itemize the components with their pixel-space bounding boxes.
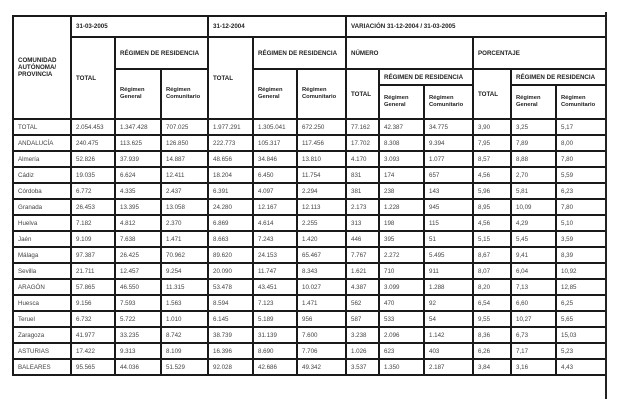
comunitario-2005-cell: 2.370 bbox=[161, 215, 208, 231]
total-2005-cell: 6.772 bbox=[71, 183, 115, 199]
number-comunitario-cell: 1.077 bbox=[424, 151, 473, 167]
general-2005-cell: 13.395 bbox=[115, 199, 161, 215]
table-row bbox=[13, 279, 606, 295]
general-2004-cell: 5.189 bbox=[253, 311, 297, 327]
percentage-general-cell: 9,41 bbox=[511, 247, 556, 263]
number-general-cell: 174 bbox=[379, 167, 424, 183]
number-general-cell: 1.228 bbox=[379, 199, 424, 215]
number-general-cell: 8.308 bbox=[379, 135, 424, 151]
percentage-general-cell: 10,09 bbox=[511, 199, 556, 215]
number-total-cell: 1.026 bbox=[346, 343, 379, 359]
total-2005-cell: 9.109 bbox=[71, 231, 115, 247]
number-total-cell: 1.621 bbox=[346, 263, 379, 279]
number-general-cell: 395 bbox=[379, 231, 424, 247]
total-2005-cell: 2.054.453 bbox=[71, 119, 115, 135]
percentage-general-cell: 7,89 bbox=[511, 135, 556, 151]
region-name-cell: Teruel bbox=[13, 311, 71, 327]
general-2005-cell: 9.313 bbox=[115, 343, 161, 359]
number-comunitario-cell: 403 bbox=[424, 343, 473, 359]
number-total-cell: 831 bbox=[346, 167, 379, 183]
percentage-comunitario-cell: 7,80 bbox=[556, 151, 606, 167]
number-comunitario-cell: 1.142 bbox=[424, 327, 473, 343]
total-2004-cell: 53.478 bbox=[208, 279, 253, 295]
total-2004-cell: 24.280 bbox=[208, 199, 253, 215]
general-2004-cell: 34.846 bbox=[253, 151, 297, 167]
number-comunitario-cell: 34.775 bbox=[424, 119, 473, 135]
number-comunitario-cell: 92 bbox=[424, 295, 473, 311]
comunitario-2005-cell: 2.437 bbox=[161, 183, 208, 199]
percentage-total-cell: 8,67 bbox=[473, 247, 511, 263]
general-2005-cell: 6.624 bbox=[115, 167, 161, 183]
number-comunitario-cell: 1.288 bbox=[424, 279, 473, 295]
percentage-comunitario-cell: 3,59 bbox=[556, 231, 606, 247]
number-regimen-header: RÉGIMEN DE RESIDENCIA bbox=[379, 69, 473, 85]
number-general-cell: 710 bbox=[379, 263, 424, 279]
region-name-cell: Cádiz bbox=[13, 167, 71, 183]
table-row bbox=[13, 295, 606, 311]
table-row bbox=[13, 151, 606, 167]
comunitario-2004-cell: 7.600 bbox=[297, 327, 346, 343]
total-2004-cell: 222.773 bbox=[208, 135, 253, 151]
general-2005-cell: 5.722 bbox=[115, 311, 161, 327]
region-name-cell: ANDALUCÍA bbox=[13, 135, 71, 151]
number-header: NÚMERO bbox=[346, 37, 473, 69]
region-name-cell: Málaga bbox=[13, 247, 71, 263]
number-total-header: TOTAL bbox=[346, 69, 379, 119]
total-2004-cell: 1.977.291 bbox=[208, 119, 253, 135]
number-general-cell: 470 bbox=[379, 295, 424, 311]
region-name-cell: ASTURIAS bbox=[13, 343, 71, 359]
total-2005-cell: 26.453 bbox=[71, 199, 115, 215]
percentage-comunitario-cell: 7,80 bbox=[556, 199, 606, 215]
number-comunitario-cell: 911 bbox=[424, 263, 473, 279]
number-comunitario-cell: 5.495 bbox=[424, 247, 473, 263]
general-2004-cell: 7.243 bbox=[253, 231, 297, 247]
total-2004-cell: 38.739 bbox=[208, 327, 253, 343]
page-edge-line bbox=[605, 12, 607, 399]
comunitario-2005-header: Régimen Comunitario bbox=[161, 69, 208, 119]
total-2005-cell: 41.977 bbox=[71, 327, 115, 343]
number-comunitario-cell: 945 bbox=[424, 199, 473, 215]
number-general-cell: 1.350 bbox=[379, 359, 424, 375]
comunitario-2005-cell: 51.529 bbox=[161, 359, 208, 375]
general-2004-cell: 4.097 bbox=[253, 183, 297, 199]
percentage-general-cell: 5,45 bbox=[511, 231, 556, 247]
general-2005-header: Régimen General bbox=[115, 69, 161, 119]
percentage-comunitario-cell: 5,65 bbox=[556, 311, 606, 327]
table-row bbox=[13, 183, 606, 199]
table-row bbox=[13, 327, 606, 343]
percentage-total-cell: 3,90 bbox=[473, 119, 511, 135]
comunitario-2004-cell: 2.255 bbox=[297, 215, 346, 231]
table-body bbox=[13, 119, 606, 375]
number-total-cell: 3.537 bbox=[346, 359, 379, 375]
total-2004-cell: 20.090 bbox=[208, 263, 253, 279]
general-2005-cell: 37.939 bbox=[115, 151, 161, 167]
number-total-cell: 2.173 bbox=[346, 199, 379, 215]
region-name-cell: Huelva bbox=[13, 215, 71, 231]
general-2004-cell: 31.139 bbox=[253, 327, 297, 343]
general-2004-cell: 6.450 bbox=[253, 167, 297, 183]
number-comunitario-cell: 2.187 bbox=[424, 359, 473, 375]
comunitario-2004-cell: 8.343 bbox=[297, 263, 346, 279]
general-2005-cell: 4.335 bbox=[115, 183, 161, 199]
number-comunitario-header: Régimen Comunitario bbox=[424, 85, 473, 119]
number-comunitario-cell: 657 bbox=[424, 167, 473, 183]
comunitario-2004-cell: 7.706 bbox=[297, 343, 346, 359]
total-2005-cell: 9.156 bbox=[71, 295, 115, 311]
total-2005-cell: 97.387 bbox=[71, 247, 115, 263]
percentage-total-cell: 8,07 bbox=[473, 263, 511, 279]
general-2004-cell: 11.747 bbox=[253, 263, 297, 279]
number-total-cell: 313 bbox=[346, 215, 379, 231]
general-2004-cell: 12.167 bbox=[253, 199, 297, 215]
comunitario-2005-cell: 1.471 bbox=[161, 231, 208, 247]
total-2004-cell: 8.663 bbox=[208, 231, 253, 247]
comunitario-2005-cell: 8.109 bbox=[161, 343, 208, 359]
number-general-cell: 3.099 bbox=[379, 279, 424, 295]
table-row bbox=[13, 119, 606, 135]
number-comunitario-cell: 9.394 bbox=[424, 135, 473, 151]
general-2005-cell: 4.812 bbox=[115, 215, 161, 231]
total-2004-cell: 6.145 bbox=[208, 311, 253, 327]
regimen-2005-header: RÉGIMEN DE RESIDENCIA bbox=[115, 37, 208, 69]
number-comunitario-cell: 143 bbox=[424, 183, 473, 199]
number-total-cell: 446 bbox=[346, 231, 379, 247]
general-2005-cell: 26.425 bbox=[115, 247, 161, 263]
total-2005-cell: 6.732 bbox=[71, 311, 115, 327]
table-row bbox=[13, 231, 606, 247]
table-row bbox=[13, 247, 606, 263]
comunitario-2004-cell: 12.113 bbox=[297, 199, 346, 215]
general-2004-header: Régimen General bbox=[253, 69, 297, 119]
percentage-total-cell: 8,95 bbox=[473, 199, 511, 215]
comunitario-2005-cell: 1.563 bbox=[161, 295, 208, 311]
total-2005-header: TOTAL bbox=[71, 37, 115, 119]
percentage-total-cell: 4,56 bbox=[473, 215, 511, 231]
total-2005-cell: 52.826 bbox=[71, 151, 115, 167]
general-2004-cell: 105.317 bbox=[253, 135, 297, 151]
total-2004-cell: 16.396 bbox=[208, 343, 253, 359]
total-2005-cell: 240.475 bbox=[71, 135, 115, 151]
percentage-comunitario-cell: 4,43 bbox=[556, 359, 606, 375]
percentage-total-cell: 7,95 bbox=[473, 135, 511, 151]
regimen-2004-header: RÉGIMEN DE RESIDENCIA bbox=[253, 37, 346, 69]
general-2004-cell: 1.305.041 bbox=[253, 119, 297, 135]
percentage-general-cell: 3,25 bbox=[511, 119, 556, 135]
number-general-cell: 2.096 bbox=[379, 327, 424, 343]
number-general-cell: 42.387 bbox=[379, 119, 424, 135]
percentage-total-cell: 9,55 bbox=[473, 311, 511, 327]
percentage-comunitario-cell: 5,17 bbox=[556, 119, 606, 135]
percentage-comunitario-cell: 6,25 bbox=[556, 295, 606, 311]
percentage-comunitario-cell: 12,85 bbox=[556, 279, 606, 295]
residence-statistics-table bbox=[12, 15, 607, 376]
percentage-total-cell: 4,56 bbox=[473, 167, 511, 183]
table-row bbox=[13, 343, 606, 359]
percentage-comunitario-cell: 8,39 bbox=[556, 247, 606, 263]
comunitario-2005-cell: 126.850 bbox=[161, 135, 208, 151]
total-2004-cell: 6.391 bbox=[208, 183, 253, 199]
percentage-comunitario-cell: 5,59 bbox=[556, 167, 606, 183]
region-name-cell: Sevilla bbox=[13, 263, 71, 279]
percentage-total-cell: 6,26 bbox=[473, 343, 511, 359]
region-name-cell: Córdoba bbox=[13, 183, 71, 199]
number-total-cell: 587 bbox=[346, 311, 379, 327]
total-2005-cell: 95.565 bbox=[71, 359, 115, 375]
number-total-cell: 7.767 bbox=[346, 247, 379, 263]
comunitario-2005-cell: 13.058 bbox=[161, 199, 208, 215]
number-general-header: Régimen General bbox=[379, 85, 424, 119]
percentage-general-cell: 4,29 bbox=[511, 215, 556, 231]
percentage-comunitario-header: Régimen Comunitario bbox=[556, 85, 606, 119]
general-2005-cell: 33.235 bbox=[115, 327, 161, 343]
number-total-cell: 3.238 bbox=[346, 327, 379, 343]
number-total-cell: 562 bbox=[346, 295, 379, 311]
general-2005-cell: 113.625 bbox=[115, 135, 161, 151]
region-column-header: COMUNIDAD AUTÓNOMA/ PROVINCIA bbox=[13, 16, 71, 119]
total-2004-cell: 48.656 bbox=[208, 151, 253, 167]
comunitario-2004-cell: 10.027 bbox=[297, 279, 346, 295]
document-page bbox=[12, 15, 607, 376]
region-name-cell: ARAGÓN bbox=[13, 279, 71, 295]
comunitario-2005-cell: 11.315 bbox=[161, 279, 208, 295]
number-total-cell: 4.170 bbox=[346, 151, 379, 167]
percentage-total-cell: 8,36 bbox=[473, 327, 511, 343]
number-general-cell: 533 bbox=[379, 311, 424, 327]
number-general-cell: 238 bbox=[379, 183, 424, 199]
comunitario-2004-cell: 49.342 bbox=[297, 359, 346, 375]
table-row bbox=[13, 199, 606, 215]
general-2005-cell: 1.347.428 bbox=[115, 119, 161, 135]
number-general-cell: 3.093 bbox=[379, 151, 424, 167]
comunitario-2005-cell: 12.411 bbox=[161, 167, 208, 183]
total-2005-cell: 7.182 bbox=[71, 215, 115, 231]
total-2005-cell: 19.035 bbox=[71, 167, 115, 183]
number-comunitario-cell: 51 bbox=[424, 231, 473, 247]
total-2004-header: TOTAL bbox=[208, 37, 253, 119]
table-row bbox=[13, 215, 606, 231]
comunitario-2004-cell: 672.250 bbox=[297, 119, 346, 135]
total-2004-cell: 89.620 bbox=[208, 247, 253, 263]
table-row bbox=[13, 135, 606, 151]
percentage-total-cell: 3,84 bbox=[473, 359, 511, 375]
percentage-total-header: TOTAL bbox=[473, 69, 511, 119]
percentage-comunitario-cell: 6,23 bbox=[556, 183, 606, 199]
region-name-cell: TOTAL bbox=[13, 119, 71, 135]
percentage-general-cell: 6,60 bbox=[511, 295, 556, 311]
total-2004-cell: 18.204 bbox=[208, 167, 253, 183]
general-2004-cell: 8.690 bbox=[253, 343, 297, 359]
general-2004-cell: 4.614 bbox=[253, 215, 297, 231]
total-2004-cell: 8.594 bbox=[208, 295, 253, 311]
percentage-general-cell: 10,27 bbox=[511, 311, 556, 327]
number-comunitario-cell: 54 bbox=[424, 311, 473, 327]
number-total-cell: 381 bbox=[346, 183, 379, 199]
percentage-header: PORCENTAJE bbox=[473, 37, 606, 69]
comunitario-2004-cell: 13.810 bbox=[297, 151, 346, 167]
comunitario-2004-header: Régimen Comunitario bbox=[297, 69, 346, 119]
general-2004-cell: 43.451 bbox=[253, 279, 297, 295]
percentage-total-cell: 8,57 bbox=[473, 151, 511, 167]
general-2005-cell: 7.593 bbox=[115, 295, 161, 311]
total-2005-cell: 21.711 bbox=[71, 263, 115, 279]
percentage-comunitario-cell: 15,03 bbox=[556, 327, 606, 343]
region-name-cell: BALEARES bbox=[13, 359, 71, 375]
percentage-general-cell: 5,81 bbox=[511, 183, 556, 199]
percentage-general-cell: 7,13 bbox=[511, 279, 556, 295]
percentage-general-cell: 7,17 bbox=[511, 343, 556, 359]
region-name-cell: Granada bbox=[13, 199, 71, 215]
comunitario-2004-cell: 1.471 bbox=[297, 295, 346, 311]
number-general-cell: 198 bbox=[379, 215, 424, 231]
number-total-cell: 77.162 bbox=[346, 119, 379, 135]
comunitario-2005-cell: 9.254 bbox=[161, 263, 208, 279]
percentage-general-cell: 3,16 bbox=[511, 359, 556, 375]
percentage-general-header: Régimen General bbox=[511, 85, 556, 119]
percentage-total-cell: 5,15 bbox=[473, 231, 511, 247]
general-2005-cell: 7.638 bbox=[115, 231, 161, 247]
total-2005-cell: 17.422 bbox=[71, 343, 115, 359]
percentage-general-cell: 2,70 bbox=[511, 167, 556, 183]
total-2004-cell: 6.869 bbox=[208, 215, 253, 231]
comunitario-2005-cell: 14.887 bbox=[161, 151, 208, 167]
percentage-general-cell: 6,04 bbox=[511, 263, 556, 279]
percentage-comunitario-cell: 5,23 bbox=[556, 343, 606, 359]
percentage-regimen-header: RÉGIMEN DE RESIDENCIA bbox=[511, 69, 606, 85]
percentage-general-cell: 6,73 bbox=[511, 327, 556, 343]
general-2005-cell: 44.036 bbox=[115, 359, 161, 375]
total-2004-cell: 92.028 bbox=[208, 359, 253, 375]
region-name-cell: Huesca bbox=[13, 295, 71, 311]
total-2005-cell: 57.865 bbox=[71, 279, 115, 295]
comunitario-2004-cell: 65.467 bbox=[297, 247, 346, 263]
percentage-comunitario-cell: 5,10 bbox=[556, 215, 606, 231]
percentage-comunitario-cell: 8,00 bbox=[556, 135, 606, 151]
comunitario-2005-cell: 707.025 bbox=[161, 119, 208, 135]
comunitario-2005-cell: 70.962 bbox=[161, 247, 208, 263]
comunitario-2004-cell: 956 bbox=[297, 311, 346, 327]
general-2004-cell: 7.123 bbox=[253, 295, 297, 311]
percentage-comunitario-cell: 10,92 bbox=[556, 263, 606, 279]
general-2005-cell: 12.457 bbox=[115, 263, 161, 279]
comunitario-2004-cell: 117.456 bbox=[297, 135, 346, 151]
comunitario-2004-cell: 2.294 bbox=[297, 183, 346, 199]
percentage-total-cell: 8,20 bbox=[473, 279, 511, 295]
region-name-cell: Jaén bbox=[13, 231, 71, 247]
comunitario-2004-cell: 11.754 bbox=[297, 167, 346, 183]
table-row bbox=[13, 167, 606, 183]
table-row bbox=[13, 311, 606, 327]
number-general-cell: 2.272 bbox=[379, 247, 424, 263]
percentage-total-cell: 6,54 bbox=[473, 295, 511, 311]
general-2005-cell: 46.550 bbox=[115, 279, 161, 295]
general-2004-cell: 24.153 bbox=[253, 247, 297, 263]
comunitario-2005-cell: 1.010 bbox=[161, 311, 208, 327]
number-total-cell: 4.387 bbox=[346, 279, 379, 295]
date-2005-header: 31-03-2005 bbox=[71, 16, 208, 37]
date-2004-header: 31-12-2004 bbox=[208, 16, 346, 37]
general-2004-cell: 42.686 bbox=[253, 359, 297, 375]
number-total-cell: 17.702 bbox=[346, 135, 379, 151]
region-name-cell: Almería bbox=[13, 151, 71, 167]
number-comunitario-cell: 115 bbox=[424, 215, 473, 231]
number-general-cell: 623 bbox=[379, 343, 424, 359]
table-row bbox=[13, 263, 606, 279]
percentage-general-cell: 8,88 bbox=[511, 151, 556, 167]
comunitario-2005-cell: 8.742 bbox=[161, 327, 208, 343]
comunitario-2004-cell: 1.420 bbox=[297, 231, 346, 247]
variation-header: VARIACIÓN 31-12-2004 / 31-03-2005 bbox=[346, 16, 606, 37]
region-name-cell: Zaragoza bbox=[13, 327, 71, 343]
percentage-total-cell: 5,96 bbox=[473, 183, 511, 199]
table-row bbox=[13, 359, 606, 375]
